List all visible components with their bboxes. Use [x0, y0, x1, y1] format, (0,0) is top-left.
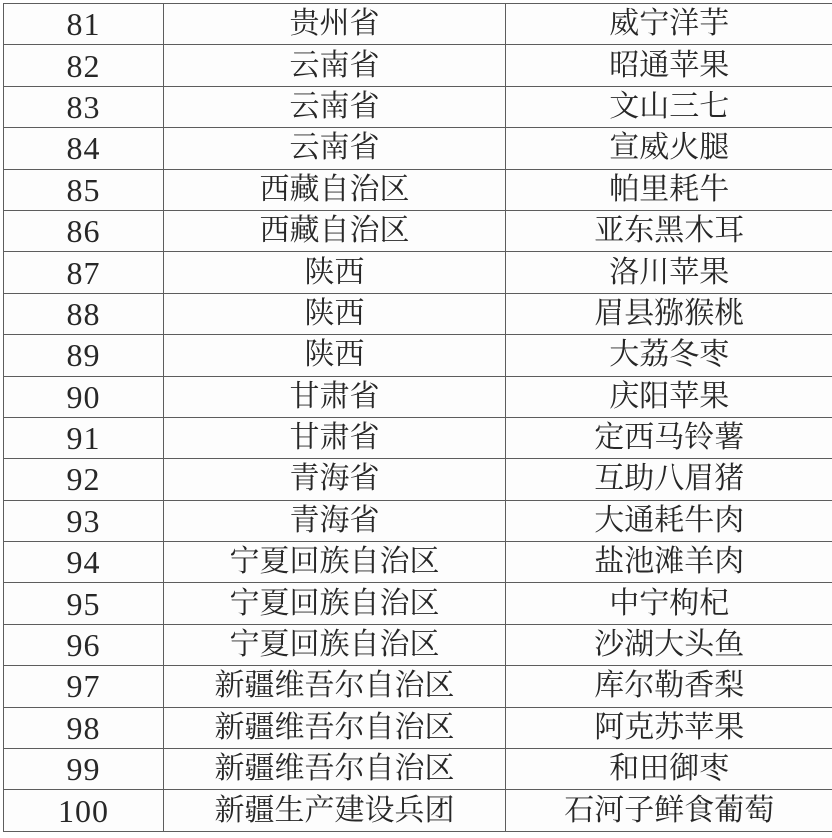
- product-cell: 文山三七: [506, 86, 832, 127]
- product-cell: 庆阳苹果: [506, 376, 832, 417]
- table-row: [4, 542, 832, 583]
- province-cell: 陕西: [164, 293, 506, 334]
- table-row: [4, 417, 832, 458]
- rank-cell: 91: [4, 417, 164, 458]
- province-cell: 甘肃省: [164, 417, 506, 458]
- product-cell: 石河子鲜食葡萄: [506, 790, 832, 831]
- table-row: [4, 86, 832, 127]
- product-cell: 威宁洋芋: [506, 4, 832, 45]
- table-row: [4, 707, 832, 748]
- province-cell: 新疆维吾尔自治区: [164, 666, 506, 707]
- product-cell: 阿克苏苹果: [506, 707, 832, 748]
- product-cell: 宣威火腿: [506, 128, 832, 169]
- table-row: [4, 500, 832, 541]
- rank-cell: 94: [4, 542, 164, 583]
- rank-cell: 93: [4, 500, 164, 541]
- product-cell: 洛川苹果: [506, 252, 832, 293]
- table-row: [4, 666, 832, 707]
- table-row: [4, 128, 832, 169]
- rank-cell: 83: [4, 86, 164, 127]
- rank-cell: 92: [4, 459, 164, 500]
- product-cell: 盐池滩羊肉: [506, 542, 832, 583]
- province-cell: 新疆维吾尔自治区: [164, 749, 506, 790]
- province-cell: 西藏自治区: [164, 210, 506, 251]
- rank-cell: 98: [4, 707, 164, 748]
- table-row: [4, 45, 832, 86]
- rank-cell: 84: [4, 128, 164, 169]
- province-cell: 陕西: [164, 252, 506, 293]
- rank-cell: 88: [4, 293, 164, 334]
- table-row: [4, 335, 832, 376]
- province-cell: 新疆维吾尔自治区: [164, 707, 506, 748]
- rank-cell: 82: [4, 45, 164, 86]
- rank-cell: 87: [4, 252, 164, 293]
- table-row: [4, 624, 832, 665]
- product-cell: 大荔冬枣: [506, 335, 832, 376]
- province-cell: 甘肃省: [164, 376, 506, 417]
- province-cell: 宁夏回族自治区: [164, 624, 506, 665]
- rank-cell: 97: [4, 666, 164, 707]
- province-cell: 青海省: [164, 500, 506, 541]
- table-row: [4, 583, 832, 624]
- province-cell: 云南省: [164, 128, 506, 169]
- province-cell: 宁夏回族自治区: [164, 542, 506, 583]
- table-row: [4, 293, 832, 334]
- product-cell: 帕里耗牛: [506, 169, 832, 210]
- product-cell: 亚东黑木耳: [506, 210, 832, 251]
- product-cell: 和田御枣: [506, 749, 832, 790]
- table-row: [4, 459, 832, 500]
- product-cell: 眉县猕猴桃: [506, 293, 832, 334]
- rank-cell: 90: [4, 376, 164, 417]
- product-cell: 沙湖大头鱼: [506, 624, 832, 665]
- specialty-products-table: [3, 3, 832, 832]
- product-cell: 定西马铃薯: [506, 417, 832, 458]
- rank-cell: 95: [4, 583, 164, 624]
- product-cell: 昭通苹果: [506, 45, 832, 86]
- rank-cell: 96: [4, 624, 164, 665]
- rank-cell: 81: [4, 4, 164, 45]
- table-row: [4, 376, 832, 417]
- province-cell: 陕西: [164, 335, 506, 376]
- rank-cell: 100: [4, 790, 164, 831]
- province-cell: 云南省: [164, 86, 506, 127]
- table-row: [4, 169, 832, 210]
- rank-cell: 86: [4, 210, 164, 251]
- province-cell: 青海省: [164, 459, 506, 500]
- table-row: [4, 790, 832, 831]
- province-cell: 宁夏回族自治区: [164, 583, 506, 624]
- product-cell: 库尔勒香梨: [506, 666, 832, 707]
- rank-cell: 89: [4, 335, 164, 376]
- product-cell: 互助八眉猪: [506, 459, 832, 500]
- province-cell: 贵州省: [164, 4, 506, 45]
- province-cell: 云南省: [164, 45, 506, 86]
- rank-cell: 85: [4, 169, 164, 210]
- product-cell: 中宁枸杞: [506, 583, 832, 624]
- province-cell: 西藏自治区: [164, 169, 506, 210]
- table-row: [4, 4, 832, 45]
- table-body: [4, 4, 832, 832]
- product-cell: 大通耗牛肉: [506, 500, 832, 541]
- table-row: [4, 749, 832, 790]
- rank-cell: 99: [4, 749, 164, 790]
- table-row: [4, 210, 832, 251]
- table-row: [4, 252, 832, 293]
- province-cell: 新疆生产建设兵团: [164, 790, 506, 831]
